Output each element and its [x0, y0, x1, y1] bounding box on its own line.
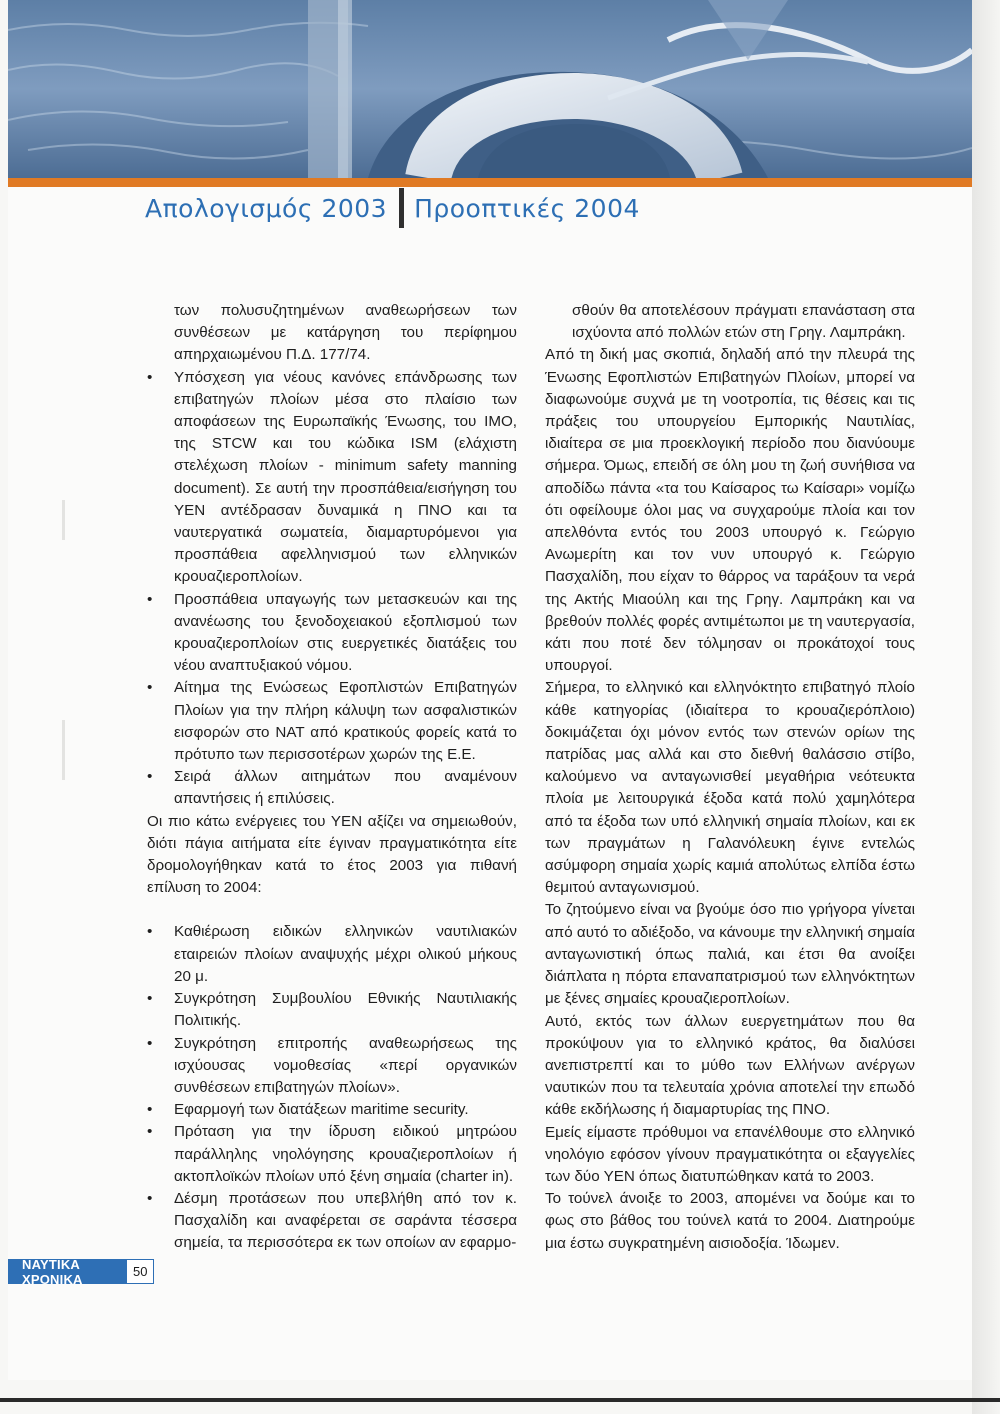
right-continuation: σθούν θα αποτελέσουν πράγματι επανάσταση στα ισχύοντα από πολλών ετών στη Γρηγ. Λαμπράκη. — [572, 302, 915, 342]
left-column — [147, 300, 517, 1255]
page-heading — [145, 188, 640, 228]
paragraph-gap — [147, 899, 517, 921]
magazine-name: ΝΑΥΤΙΚΑ ΧΡΟΝΙΚΑ — [8, 1259, 126, 1284]
header-photo-sea-lifebuoy — [8, 0, 972, 178]
heading-separator-bar — [399, 188, 404, 228]
list-item: • Εφαρμογή των διατάξεων maritime security. — [147, 1099, 517, 1121]
right-paragraph: Από τη δική μας σκοπιά, δηλαδή από την πλευρά της Ένωσης Εφοπλιστών Επιβατηγών Πλοίων, μπορεί να διαφωνούμε συχνά με τη νοοτροπία, τις θέσεις και τις πράξεις του υπουργείου Εμπορικής Ναυτιλίας, ιδιαίτερα σε μια προεκλογική περίοδο που διανύουμε σήμερα. Όμως, επειδή σε όλη μου τη ζωή συνήθισα να αποδίδω πάντα «τα του Καίσαρος τω Καίσαρι» νομίζω ότι οφείλουμε όλοι μας να συγχαρούμε πλοία και τον απελθόντα εντός του 2003 υπουργό κ. Γεώργιο Ανωμερίτη και τον νυν υπουργό κ. Γεώργιο Πασχαλίδη, που είχαν το θάρρος να ταράξουν τα νερά της Ακτής Μιαούλη και της Γρηγ. Λαμπράκη και να βρεθούν πολλές φορές αντιμέτωποι με τη ναυτεργασία, κάτι που ποτέ δεν τόλμησαν οι προκάτοχοί τους υπουργοί. — [545, 346, 915, 675]
list-item: • Συγκρότηση επιτροπής αναθεωρήσεως της ισχύουσας νομοθεσίας «περί οργανικών συνθέσεων επιβατηγών πλοίων». — [147, 1033, 517, 1100]
right-paragraph: Αυτό, εκτός των άλλων ευεργετημάτων που θα προκύψουν για το ελληνικό κράτος, θα διαλύσει ανεπιστρεπτί και το μύθο των Ελλήνων ανέργων ναυτικών που τα τελευταία χρόνια αποτελεί την επωδό κάθε εκδήλωσης ή διαμαρτυρίας της ΠΝΟ. — [545, 1012, 915, 1119]
footer-badge — [8, 1256, 154, 1287]
list-item: • Καθιέρωση ειδικών ελληνικών ναυτιλιακών εταιρειών πλοίων αναψυχής μέχρι ολικού μήκους 20 μ. — [147, 921, 517, 988]
list-item: • Αίτημα της Ενώσεως Εφοπλιστών Επιβατηγών Πλοίων για την πλήρη κάλυψη των ασφαλιστικών εισφορών στο ΝΑΤ από κρατικούς φορείς κατά το πρότυπο των περισσοτέρων χωρών της Ε.Ε. — [147, 677, 517, 766]
heading-review-2003: Απολογισμός 2003 — [145, 193, 388, 223]
second-bullet-list — [147, 921, 517, 1254]
list-item: • Δέσμη προτάσεων που υπεβλήθη από τον κ. Πασχαλίδη και αναφέρεται σε σαράντα τέσσερα σημεία, τα περισσότερα εκ των οποίων αν εφαρμο- — [147, 1188, 517, 1255]
list-item: • Συγκρότηση Συμβουλίου Εθνικής Ναυτιλιακής Πολιτικής. — [147, 988, 517, 1032]
right-paragraph: Σήμερα, το ελληνικό και ελληνόκτητο επιβατηγό πλοίο κάθε κατηγορίας (ιδιαίτερα το κρουαζιερόπλοιο) δοκιμάζεται όχι μόνον εντός των στενών ορίων της πατρίδας μας αλλά και στο διεθνή θαλάσσιο στίβο, καλούμενο να ανταγωνισθεί μεγαθήρια νεότευκτα πλοία με λειτουργικά έξοδα κατά πολύ χαμηλότερα από τα έξοδα των υπό ελληνική σημαία πλοίων, και εκ των πραγμάτων η Γαλανόλευκη έγινε εντελώς ασύμφορη σημαία χωρίς καμιά απολύτως ελπίδα έστω θεμιτού ανταγωνισμού. — [545, 679, 915, 897]
list-item: • Πρόταση για την ίδρυση ειδικού μητρώου παράλληλης νηολόγησης κρουαζιεροπλοίων ή ακτοπλοϊκών πλοίων υπό ξένη σημαία (charter in). — [147, 1121, 517, 1188]
scan-bottom-edge — [0, 1398, 1000, 1402]
middle-paragraph: Οι πιο κάτω ενέργειες του ΥΕΝ αξίζει να σημειωθούν, διότι πάγια αιτήματα είτε έγιναν πραγματικότητα είτε δρομολογήθηκαν κατά το έτος 2003 για πιθανή επίλυση το 2004: — [147, 812, 517, 897]
header-orange-rule — [8, 178, 972, 187]
scan-margin-mark — [62, 720, 65, 780]
list-item: • Υπόσχεση για νέους κανόνες επάνδρωσης των επιβατηγών πλοίων μέσα στο πλαίσιο των αποφάσεων της Ευρωπαϊκής Ένωσης, του ΙΜΟ, της STCW και του κώδικα ISM (ελάχιστη στελέχωση πλοίων - minimum safety manning document). Σε αυτή την προσπάθεια/εισήγηση του ΥΕΝ αντέδρασαν δυναμικά η ΠΝΟ και τα ναυτεργατικά σωματεία, διαμαρτυρόμενοι για προσπάθεια αφελληνισμού των ελληνικών κρουαζιεροπλοίων. — [147, 367, 517, 589]
list-item: • Προσπάθεια υπαγωγής των μετασκευών και της ανανέωσης του ξενοδοχειακού εξοπλισμού των κρουαζιεροπλοίων στις ευεργετικές διατάξεις του νέου αναπτυξιακού νόμου. — [147, 589, 517, 678]
left-intro-continuation: των πολυσυζητημένων αναθεωρήσεων των συνθέσεων με κατάργηση του περίφημου απηρχαιωμένου Π.Δ. 177/74. — [174, 302, 517, 364]
right-paragraph: Εμείς είμαστε πρόθυμοι να επανέλθουμε στο ελληνικό νηολόγιο εφόσον γίνουν πραγματικότητα οι εξαγγελίες των δύο ΥΕΝ όπως διατυπώθηκαν κατά το 2003. — [545, 1123, 915, 1185]
heading-outlook-2004: Προοπτικές 2004 — [414, 193, 640, 223]
right-paragraph: Το τούνελ άνοιξε το 2003, απομένει να δούμε και το φως στο βάθος του τούνελ κατά το 2004. Διατηρούμε μια έστω συγκρατημένη αισιοδοξία. Ίδωμεν. — [545, 1190, 915, 1252]
page-right-shadow — [972, 0, 1000, 1414]
first-bullet-list — [147, 367, 517, 811]
list-item: • Σειρά άλλων αιτημάτων που αναμένουν απαντήσεις ή επιλύσεις. — [147, 766, 517, 810]
page-number: 50 — [126, 1259, 154, 1284]
scan-margin-mark — [62, 500, 65, 540]
right-column — [545, 300, 915, 1255]
right-paragraph: Το ζητούμενο είναι να βγούμε όσο πιο γρήγορα γίνεται από αυτό το αδιέξοδο, να κάνουμε την ελληνική σημαία ανταγωνιστική όπως παλιά, και έτσι θα ανοίξει διάπλατα η πόρτα επαναπατρισμού των ελληνόκτητων με ξένες σημαίες κρουαζιεροπλοίων. — [545, 901, 915, 1008]
